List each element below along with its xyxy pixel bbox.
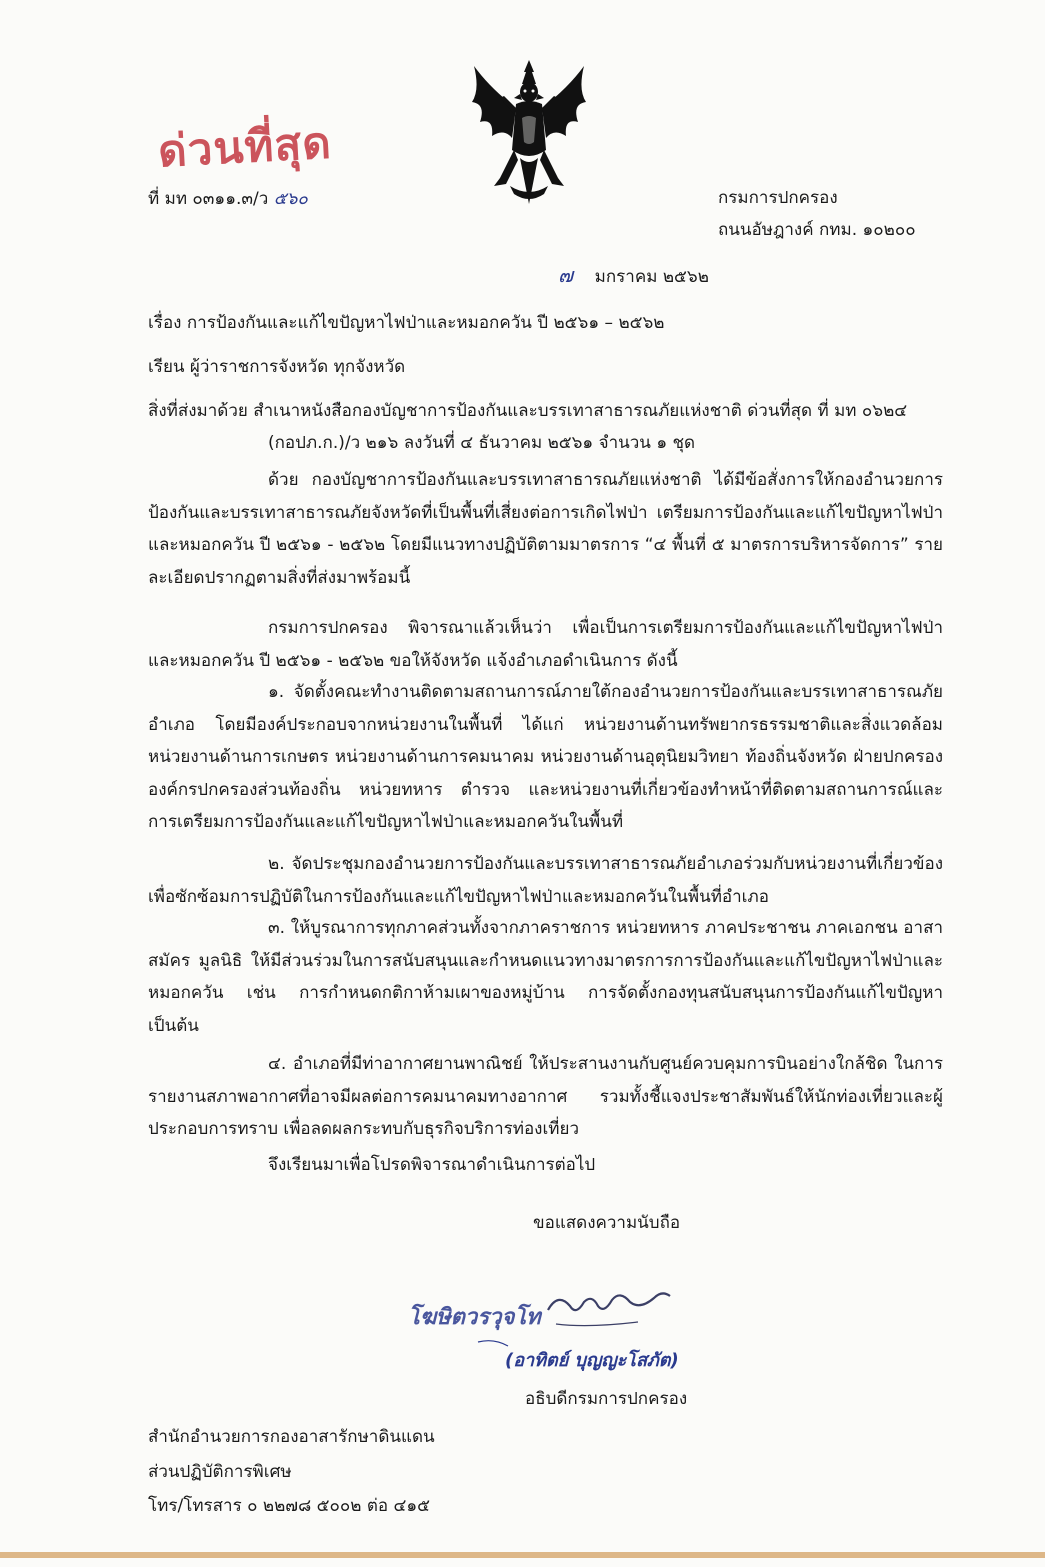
- org-name: กรมการปกครอง: [718, 188, 838, 208]
- org-address: ถนนอัษฎางค์ กทม. ๑๐๒๐๐: [718, 220, 916, 240]
- regards-line: ขอแสดงความนับถือ: [533, 1213, 681, 1233]
- date-month-year: มกราคม ๒๕๖๒: [594, 267, 709, 287]
- signature-stamp-text: โฆษิตวรวุจโท: [408, 1305, 541, 1330]
- footer-division: ส่วนปฏิบัติการพิเศษ: [148, 1462, 292, 1482]
- list-item-3: ๓. ให้บูรณาการทุกภาคส่วนทั้งจากภาคราชการ หน่วยทหาร ภาคประชาชน ภาคเอกชน อาสาสมัคร มูลนิธิ ให้มีส่วนร่วมในการสนับสนุนและกำหนดแนวทางมาตรการการป้องกันและแก้ไขปัญหาไฟป่าและหมอกควัน เช่น การกำหนดกติกาห้ามเผาของหมู่บ้าน การจัดตั้งกองทุนสนับสนุนการป้องกันแก้ไขปัญหา เป็นต้น: [148, 918, 943, 1036]
- doc-number-handwritten: ๕๖๐: [273, 189, 308, 209]
- body-paragraph-2: กรมการปกครอง พิจารณาแล้วเห็นว่า เพื่อเป็นการเตรียมการป้องกันและแก้ไขปัญหาไฟป่าและหมอกควัน ปี ๒๕๖๑ - ๒๕๖๒ ขอให้จังหวัด แจ้งอำเภอดำเนินการ ดังนี้: [148, 618, 943, 671]
- signer-title: อธิบดีกรมการปกครอง: [525, 1389, 688, 1409]
- signer-name: (อาทิตย์ บุญญะโสภัต): [505, 1350, 679, 1371]
- date-day-handwritten: ๗: [558, 263, 574, 287]
- enclosure-line-2: (กอปภ.ก.)/ว ๒๑๖ ลงวันที่ ๔ ธันวาคม ๒๕๖๑ จำนวน ๑ ชุด: [268, 433, 696, 453]
- list-item-4: ๔. อำเภอที่มีท่าอากาศยานพาณิชย์ ให้ประสานงานกับศูนย์ควบคุมการบินอย่างใกล้ชิด ในการรายงานสภาพอากาศที่อาจมีผลต่อการคมนาคมทางอากาศ รวมทั้งชี้แจงประชาสัมพันธ์ให้นักท่องเที่ยวและผู้ประกอบการทราบ เพื่อลดผลกระทบกับธุรกิจบริการท่องเที่ยว: [148, 1054, 943, 1139]
- list-item-2: ๒. จัดประชุมกองอำนวยการป้องกันและบรรเทาสาธารณภัยอำเภอร่วมกับหน่วยงานที่เกี่ยวข้อง เพื่อซักซ้อมการปฏิบัติในการป้องกันและแก้ไขปัญหาไฟป่าและหมอกควันในพื้นที่อำเภอ: [148, 854, 943, 907]
- document-number: [148, 186, 308, 212]
- enclosure-line-1: สิ่งที่ส่งมาด้วย สำเนาหนังสือกองบัญชาการป้องกันและบรรเทาสาธารณภัยแห่งชาติ ด่วนที่สุด ที่ มท ๐๖๒๔: [148, 401, 908, 421]
- closing-line: จึงเรียนมาเพื่อโปรดพิจารณาดำเนินการต่อไป: [268, 1155, 596, 1175]
- garuda-emblem-icon: [470, 58, 588, 208]
- handwritten-signature: [408, 1280, 708, 1350]
- page-edge-divider: [0, 1552, 1045, 1558]
- doc-number-prefix: ที่ มท ๐๓๑๑.๓/ว: [148, 189, 269, 209]
- salutation: เรียน ผู้ว่าราชการจังหวัด ทุกจังหวัด: [148, 357, 406, 377]
- footer-office: สำนักอำนวยการกองอาสารักษาดินแดน: [148, 1427, 435, 1447]
- subject-line: เรื่อง การป้องกันและแก้ไขปัญหาไฟป่าและหมอกควัน ปี ๒๕๖๑ – ๒๕๖๒: [148, 313, 665, 333]
- list-item-1: ๑. จัดตั้งคณะทำงานติดตามสถานการณ์ภายใต้กองอำนวยการป้องกันและบรรเทาสาธารณภัยอำเภอ โดยมีองค์ประกอบจากหน่วยงานในพื้นที่ ได้แก่ หน่วยงานด้านทรัพยากรธรรมชาติและสิ่งแวดล้อม หน่วยงานด้านการเกษตร หน่วยงานด้านการคมนาคม หน่วยงานด้านอุตุนิยมวิทยา ท้องถิ่นจังหวัด ฝ่ายปกครอง องค์กรปกครองส่วนท้องถิ่น หน่วยทหาร ตำรวจ และหน่วยงานที่เกี่ยวข้องทำหน้าที่ติดตามสถานการณ์และการเตรียมการป้องกันและแก้ไขปัญหาไฟป่าและหมอกควันในพื้นที่: [148, 682, 943, 832]
- letter-date: [558, 262, 709, 290]
- urgent-stamp: ด่วนที่สุด: [156, 117, 334, 178]
- body-paragraph-1: ด้วย กองบัญชาการป้องกันและบรรเทาสาธารณภัยแห่งชาติ ได้มีข้อสั่งการให้กองอำนวยการป้องกันและบรรเทาสาธารณภัยจังหวัดที่เป็นพื้นที่เสี่ยงต่อการเกิดไฟป่า เตรียมการป้องกันและแก้ไขปัญหาไฟป่าและหมอกควัน ปี ๒๕๖๑ - ๒๕๖๒ โดยมีแนวทางปฏิบัติตามมาตรการ “๔ พื้นที่ ๕ มาตรการบริหารจัดการ” รายละเอียดปรากฏตามสิ่งที่ส่งมาพร้อมนี้: [148, 470, 943, 588]
- footer-phone: โทร/โทรสาร ๐ ๒๒๗๘ ๕๐๐๒ ต่อ ๔๑๕: [148, 1496, 431, 1516]
